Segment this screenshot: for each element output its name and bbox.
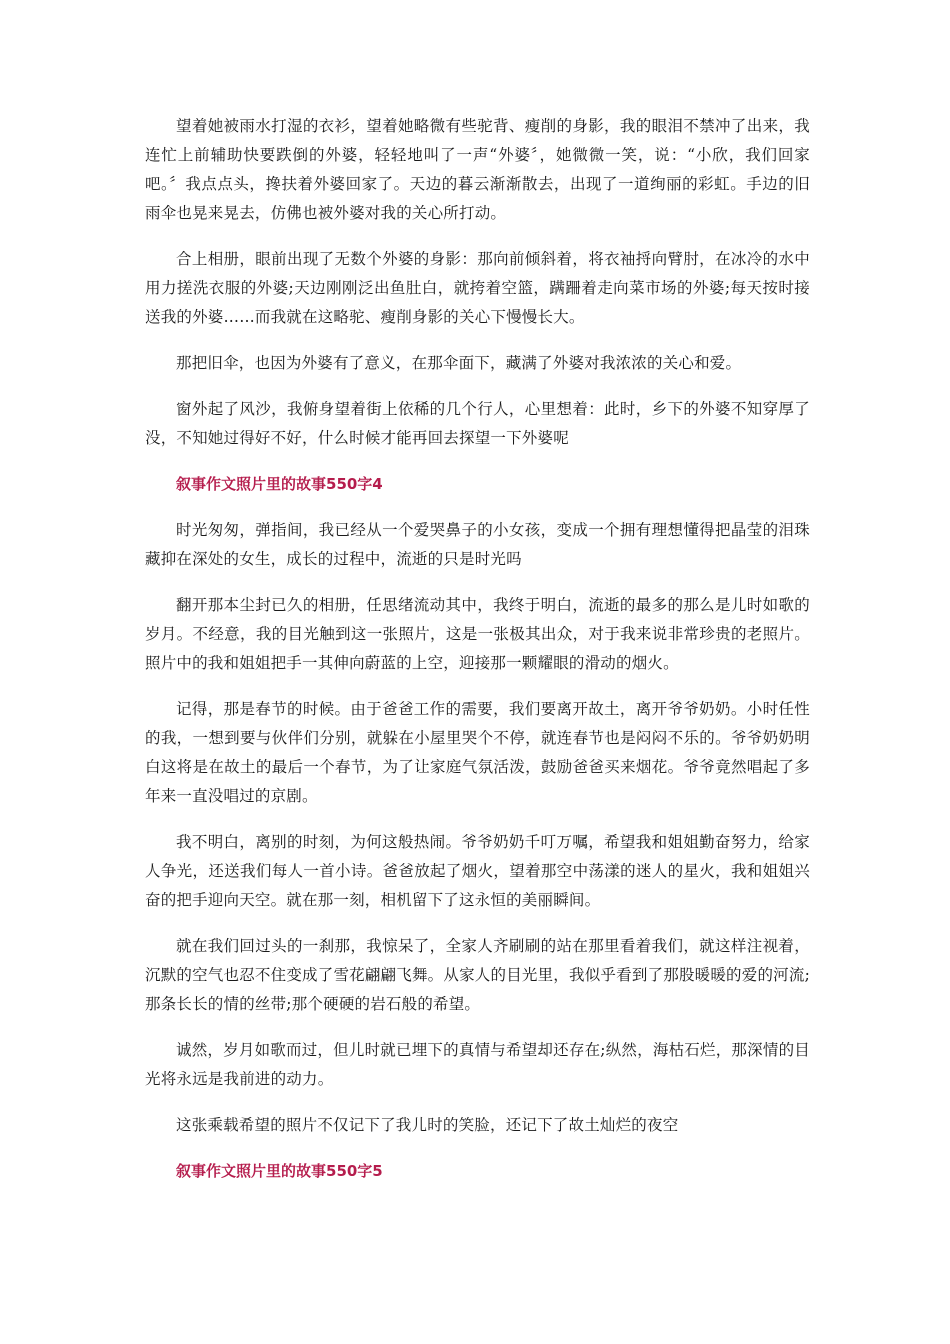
paragraph: 那把旧伞，也因为外婆有了意义，在那伞面下，藏满了外婆对我浓浓的关心和爱。 [176, 354, 742, 372]
paragraph: 翻开那本尘封已久的相册，任思绪流动其中，我终于明白，流逝的最多的那么是儿时如歌的岁月。不经意，我的目光触到这一张照片，这是一张极其出众，对于我来说非常珍贵的老照片。照片中的我和姐姐把手一其伸向蔚蓝的上空，迎接那一颗耀眼的滑动的烟火。 [145, 596, 810, 672]
section-heading-4: 叙事作文照片里的故事550字4 [176, 475, 383, 493]
paragraph: 这张乘载希望的照片不仅记下了我儿时的笑脸，还记下了故土灿烂的夜空 [176, 1116, 679, 1134]
paragraph: 合上相册，眼前出现了无数个外婆的身影：那向前倾斜着，将衣袖捋向臂肘，在冰冷的水中用力搓洗衣服的外婆;天边刚刚泛出鱼肚白，就挎着空篮，蹒跚着走向菜市场的外婆;每天按时接送我的外婆……而我就在这略驼、瘦削身影的关心下慢慢长大。 [145, 250, 810, 326]
paragraph: 诚然，岁月如歌而过，但儿时就已埋下的真情与希望却还存在;纵然，海枯石烂，那深情的目光将永远是我前进的动力。 [145, 1041, 810, 1088]
paragraph: 窗外起了风沙，我俯身望着街上依稀的几个行人，心里想着：此时，乡下的外婆不知穿厚了没，不知她过得好不好，什么时候才能再回去探望一下外婆呢 [145, 400, 810, 447]
paragraph: 记得，那是春节的时候。由于爸爸工作的需要，我们要离开故土，离开爷爷奶奶。小时任性的我，一想到要与伙伴们分别，就躲在小屋里哭个不停，就连春节也是闷闷不乐的。爷爷奶奶明白这将是在故土的最后一个春节，为了让家庭气氛活泼，鼓励爸爸买来烟花。爷爷竟然唱起了多年来一直没唱过的京剧。 [145, 700, 810, 805]
paragraph: 时光匆匆，弹指间，我已经从一个爱哭鼻子的小女孩，变成一个拥有理想懂得把晶莹的泪珠藏抑在深处的女生，成长的过程中，流逝的只是时光吗 [145, 521, 810, 568]
paragraph: 就在我们回过头的一刹那，我惊呆了，全家人齐刷刷的站在那里看着我们，就这样注视着，沉默的空气也忍不住变成了雪花翩翩飞舞。从家人的目光里，我似乎看到了那股暖暖的爱的河流;那条长长的情的丝带;那个硬硬的岩石般的希望。 [145, 937, 810, 1013]
paragraph: 望着她被雨水打湿的衣衫，望着她略微有些驼背、瘦削的身影，我的眼泪不禁冲了出来，我连忙上前辅助快要跌倒的外婆，轻轻地叫了一声“外婆〞，她微微一笑，说：“小欣，我们回家吧。〞我点点头，搀扶着外婆回家了。天边的暮云渐渐散去，出现了一道绚丽的彩虹。手边的旧雨伞也晃来晃去，仿佛也被外婆对我的关心所打动。 [145, 117, 810, 222]
section-heading-5: 叙事作文照片里的故事550字5 [176, 1162, 383, 1180]
document-page [145, 112, 810, 1203]
paragraph: 我不明白，离别的时刻，为何这般热闹。爷爷奶奶千叮万嘱，希望我和姐姐勤奋努力，给家人争光，还送我们每人一首小诗。爸爸放起了烟火，望着那空中荡漾的迷人的星火，我和姐姐兴奋的把手迎向天空。就在那一刻，相机留下了这永恒的美丽瞬间。 [145, 833, 810, 909]
